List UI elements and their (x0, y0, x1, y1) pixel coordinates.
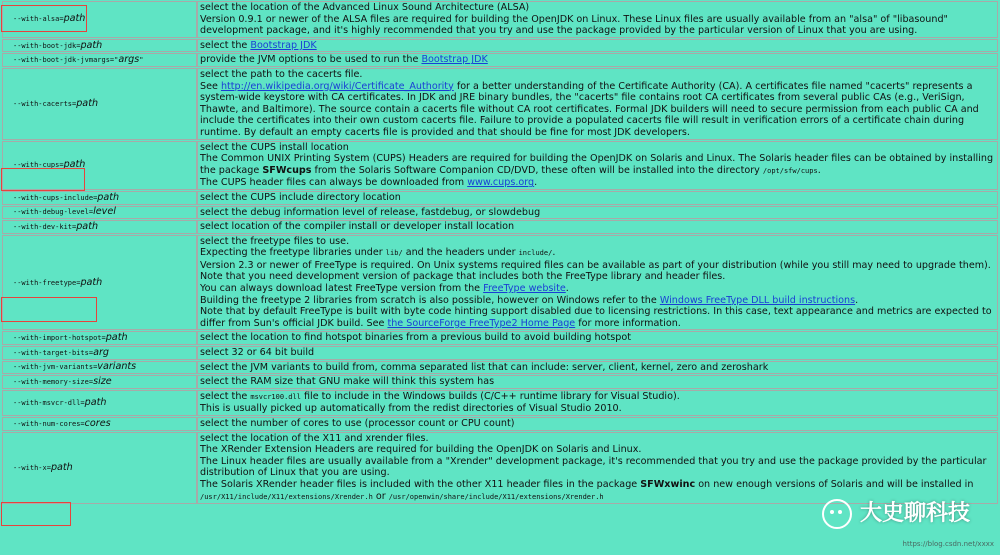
option-flag: --with-cups= (13, 161, 64, 170)
description-line (200, 40, 997, 52)
doc-link[interactable]: Windows FreeType DLL build instructions (659, 294, 856, 306)
text-segment: select 32 or 64 bit build (200, 347, 315, 359)
option-name-cell (2, 39, 197, 53)
description-line (200, 362, 997, 374)
text-segment: Version 0.9.1 or newer of the ALSA files are required for building the OpenJDK on Linux. These Linux files are usually available from an "alsa" of "libasound" development package, and it's highly recommended that you try and use the package provided by the particular version of Linux that you are using. (200, 13, 948, 37)
option-flag: --with-debug-level= (13, 208, 94, 217)
option-name-cell (2, 220, 197, 234)
option-name-cell (2, 206, 197, 220)
description-line (200, 260, 997, 283)
text-segment: Building the freetype 2 libraries from scratch is also possible, however on Windows refer to the (200, 294, 660, 306)
option-description-cell (197, 191, 998, 205)
option-name-cell (2, 361, 197, 375)
file-path: include/ (518, 249, 553, 258)
table-row (2, 390, 998, 416)
option-arg: args (118, 54, 140, 66)
text-segment: The Solaris XRender header files is included with the other X11 header files in the package (200, 478, 641, 490)
option-name-cell (2, 432, 197, 505)
text-segment: select the debug information level of release, fastdebug, or slowdebug (200, 206, 541, 218)
file-path: /usr/openwin/share/include/X11/extensions/Xrender.h (388, 492, 604, 501)
option-flag: --with-dev-kit= (13, 222, 77, 231)
file-path: msvcr100.dll (250, 392, 301, 401)
option-description-cell (197, 331, 998, 345)
option-flag: --with-boot-jdk= (13, 41, 81, 50)
doc-link[interactable]: www.cups.org (467, 177, 535, 189)
option-arg: path (80, 276, 103, 288)
option-description-cell (197, 390, 998, 416)
description-line (200, 2, 997, 14)
file-path: /opt/sfw/cups (762, 166, 818, 175)
package-name: SFWcups (262, 164, 312, 176)
description-line (200, 347, 997, 359)
option-arg: path (84, 396, 107, 408)
option-name-cell (2, 235, 197, 331)
option-flag: --with-alsa= (13, 15, 64, 24)
table-row (2, 206, 998, 220)
description-line (200, 177, 997, 189)
option-arg: path (76, 220, 99, 232)
description-line (200, 221, 997, 233)
text-segment: Expecting the freetype libraries under (200, 247, 386, 259)
table-row (2, 1, 998, 38)
text-segment: and the headers under (402, 247, 519, 259)
text-segment: select the path to the cacerts file. (200, 68, 363, 80)
table-row (2, 235, 998, 331)
option-arg: path (80, 39, 103, 51)
description-line (200, 391, 997, 404)
option-flag: --with-import-hotspot= (13, 334, 106, 343)
table-row (2, 191, 998, 205)
watermark-text: 大史聊科技 (859, 501, 970, 527)
option-arg: cores (84, 417, 111, 429)
doc-link[interactable]: FreeType website (483, 283, 566, 295)
description-line (200, 433, 997, 445)
option-arg: arg (93, 346, 109, 358)
option-name-cell (2, 141, 197, 190)
description-line (200, 306, 997, 329)
table-row (2, 331, 998, 345)
text-segment: select the freetype files to use. (200, 235, 350, 247)
description-line (200, 283, 997, 295)
description-line (200, 207, 997, 219)
option-arg: path (105, 332, 128, 344)
text-segment: This is usually picked up automatically from the redist directories of Visual Studio 2010. (200, 403, 622, 415)
table-row (2, 220, 998, 234)
option-description-cell (197, 220, 998, 234)
option-flag: --with-jvm-variants= (13, 363, 98, 372)
option-flag: --with-x= (13, 463, 51, 472)
option-arg: path (50, 461, 73, 473)
text-segment: . (855, 294, 859, 306)
option-name-cell (2, 68, 197, 140)
description-line (200, 376, 997, 388)
text-segment: select the CUPS include directory location (200, 191, 401, 203)
package-name: SFWxwinc (640, 478, 696, 490)
option-description-cell (197, 235, 998, 331)
option-description-cell (197, 1, 998, 38)
option-flag: --with-cacerts= (13, 99, 77, 108)
text-segment: select location of the compiler install or developer install location (200, 221, 515, 233)
option-flag: --with-cups-include= (13, 193, 98, 202)
option-description-cell (197, 417, 998, 431)
option-name-cell (2, 346, 197, 360)
text-segment: See (200, 80, 221, 92)
description-line (200, 81, 997, 139)
description-line (200, 14, 997, 37)
configure-options-table (2, 0, 998, 505)
option-description-cell (197, 39, 998, 53)
description-line (200, 192, 997, 204)
description-line (200, 54, 997, 66)
text-segment: Version 2.3 or newer of FreeType is required. On Unix systems required files can be available as part of your distribution (while you still may need to upgrade them). Note that you need development version of package that includes both the FreeType library and header files. (200, 259, 991, 283)
option-description-cell (197, 346, 998, 360)
description-line (200, 444, 997, 456)
text-segment: select the JVM variants to build from, comma separated list that can include: server, client, kernel, zero and zeroshark (200, 361, 769, 373)
option-flag: --with-target-bits= (13, 348, 94, 357)
text-segment: select the location of the X11 and xrender files. (200, 432, 429, 444)
doc-link[interactable]: Bootstrap JDK (421, 54, 488, 66)
doc-link[interactable]: the SourceForge FreeType2 Home Page (387, 317, 576, 329)
text-segment: select the number of cores to use (processor count or CPU count) (200, 418, 515, 429)
table-row (2, 39, 998, 53)
table-row (2, 53, 998, 67)
option-arg: variants (97, 361, 137, 373)
description-line (200, 153, 997, 177)
table-row (2, 346, 998, 360)
doc-link[interactable]: Bootstrap JDK (250, 39, 317, 51)
text-segment: file to include in the Windows builds (C/C++ runtime library for Visual Studio). (300, 390, 680, 402)
description-line (200, 247, 997, 260)
option-arg: path (76, 97, 99, 109)
file-path: lib/ (385, 249, 403, 258)
watermark (822, 499, 970, 529)
text-segment: The XRender Extension Headers are required for building the OpenJDK on Solaris and Linux. (200, 444, 642, 456)
text-segment: for more information. (575, 317, 681, 329)
text-segment: from the Solaris Software Companion CD/DVD, these often will be installed into the directory (311, 164, 763, 176)
description-line (200, 403, 997, 415)
text-segment: . (565, 283, 569, 295)
table-row (2, 417, 998, 431)
text-segment: You can always download latest FreeType version from the (200, 283, 484, 295)
text-segment: . (534, 177, 538, 189)
option-description-cell (197, 206, 998, 220)
text-segment: The Common UNIX Printing System (CUPS) Headers are required for building the OpenJDK on Solaris and Linux. The Solaris header files can be obtained by installing the package (200, 153, 994, 176)
option-description-cell (197, 68, 998, 140)
text-segment: for a better understanding of the Certificate Authority (CA). A certificates file named "cacerts" represents a system-wide keystore with CA certificates. In JDK and JRE binary bundles, the "cacerts" file contains root CA certificates from several public CAs (e.g., VeriSign, Thawte, and Baltimore). The source contain a cacerts file without CA root certificates. Formal JDK builders will need to secure permission from each public CA and include the certificates into their own custom cacerts file. Failure to provide a populated cacerts file will result in verification errors of a certificate chain during runtime. By default an empty cacerts file is provided and that should be fine for most JDK developers. (200, 80, 979, 138)
text-segment: select the location to find hotspot binaries from a previous build to avoid building hotspot (200, 332, 631, 344)
description-line (200, 236, 997, 248)
option-flag: --with-num-cores= (13, 419, 85, 428)
description-line (200, 332, 997, 344)
option-name-cell (2, 375, 197, 389)
option-flag: --with-msvcr-dll= (13, 398, 85, 407)
text-segment: . (817, 164, 821, 176)
option-description-cell (197, 53, 998, 67)
text-segment: The CUPS header files can always be downloaded from (200, 177, 468, 189)
text-segment: select the (200, 390, 251, 402)
highlight-box-x (1, 502, 71, 526)
option-description-cell (197, 141, 998, 190)
text-segment: . (552, 247, 556, 259)
option-name-cell (2, 417, 197, 431)
table-row (2, 375, 998, 389)
table-row (2, 361, 998, 375)
option-name-cell (2, 331, 197, 345)
watermark-url: https://blog.csdn.net/xxxx (902, 540, 994, 549)
option-description-cell (197, 375, 998, 389)
doc-link[interactable]: http://en.wikipedia.org/wiki/Certificate_Authority (220, 80, 454, 92)
option-description-cell (197, 361, 998, 375)
text-segment: on new enough versions of Solaris and will be installed in (695, 478, 974, 490)
option-arg: path (97, 191, 120, 203)
file-path: /usr/X11/include/X11/extensions/Xrender.h (200, 492, 373, 501)
table-row (2, 68, 998, 140)
description-line (200, 418, 997, 430)
table-row (2, 141, 998, 190)
table-row (2, 432, 998, 505)
text-segment: select the CUPS install location (200, 141, 349, 153)
text-segment: select the RAM size that GNU make will think this system has (200, 376, 495, 388)
text-segment: or (372, 490, 389, 502)
option-arg: path (63, 13, 86, 25)
wechat-icon (822, 499, 852, 529)
option-description-cell (197, 432, 998, 505)
description-line (200, 456, 997, 479)
text-segment: select the (200, 39, 251, 51)
option-name-cell (2, 191, 197, 205)
text-segment: Note that by default FreeType is built with byte code hinting support disabled due to licensing restrictions. In this case, text appearance and metrics are expected to differ from Sun's official JDK build. See (200, 306, 992, 329)
text-segment: The Linux header files are usually available from a "Xrender" development package, it's recommended that you try and use the package provided by the particular distribution of Linux that you are using. (200, 455, 987, 479)
option-arg: size (93, 376, 112, 388)
text-segment: provide the JVM options to be used to run the (200, 54, 422, 66)
option-name-cell (2, 390, 197, 416)
option-flag: --with-freetype= (13, 278, 81, 287)
description-line (200, 295, 997, 307)
description-line (200, 69, 997, 81)
option-arg: level (93, 206, 116, 218)
option-flag: --with-boot-jdk-jvmargs=" (13, 56, 119, 65)
option-name-cell (2, 53, 197, 67)
option-name-cell (2, 1, 197, 38)
option-suffix: " (139, 56, 144, 65)
text-segment: select the location of the Advanced Linux Sound Architecture (ALSA) (200, 2, 530, 13)
option-arg: path (63, 159, 86, 171)
description-line (200, 142, 997, 154)
option-flag: --with-memory-size= (13, 378, 94, 387)
